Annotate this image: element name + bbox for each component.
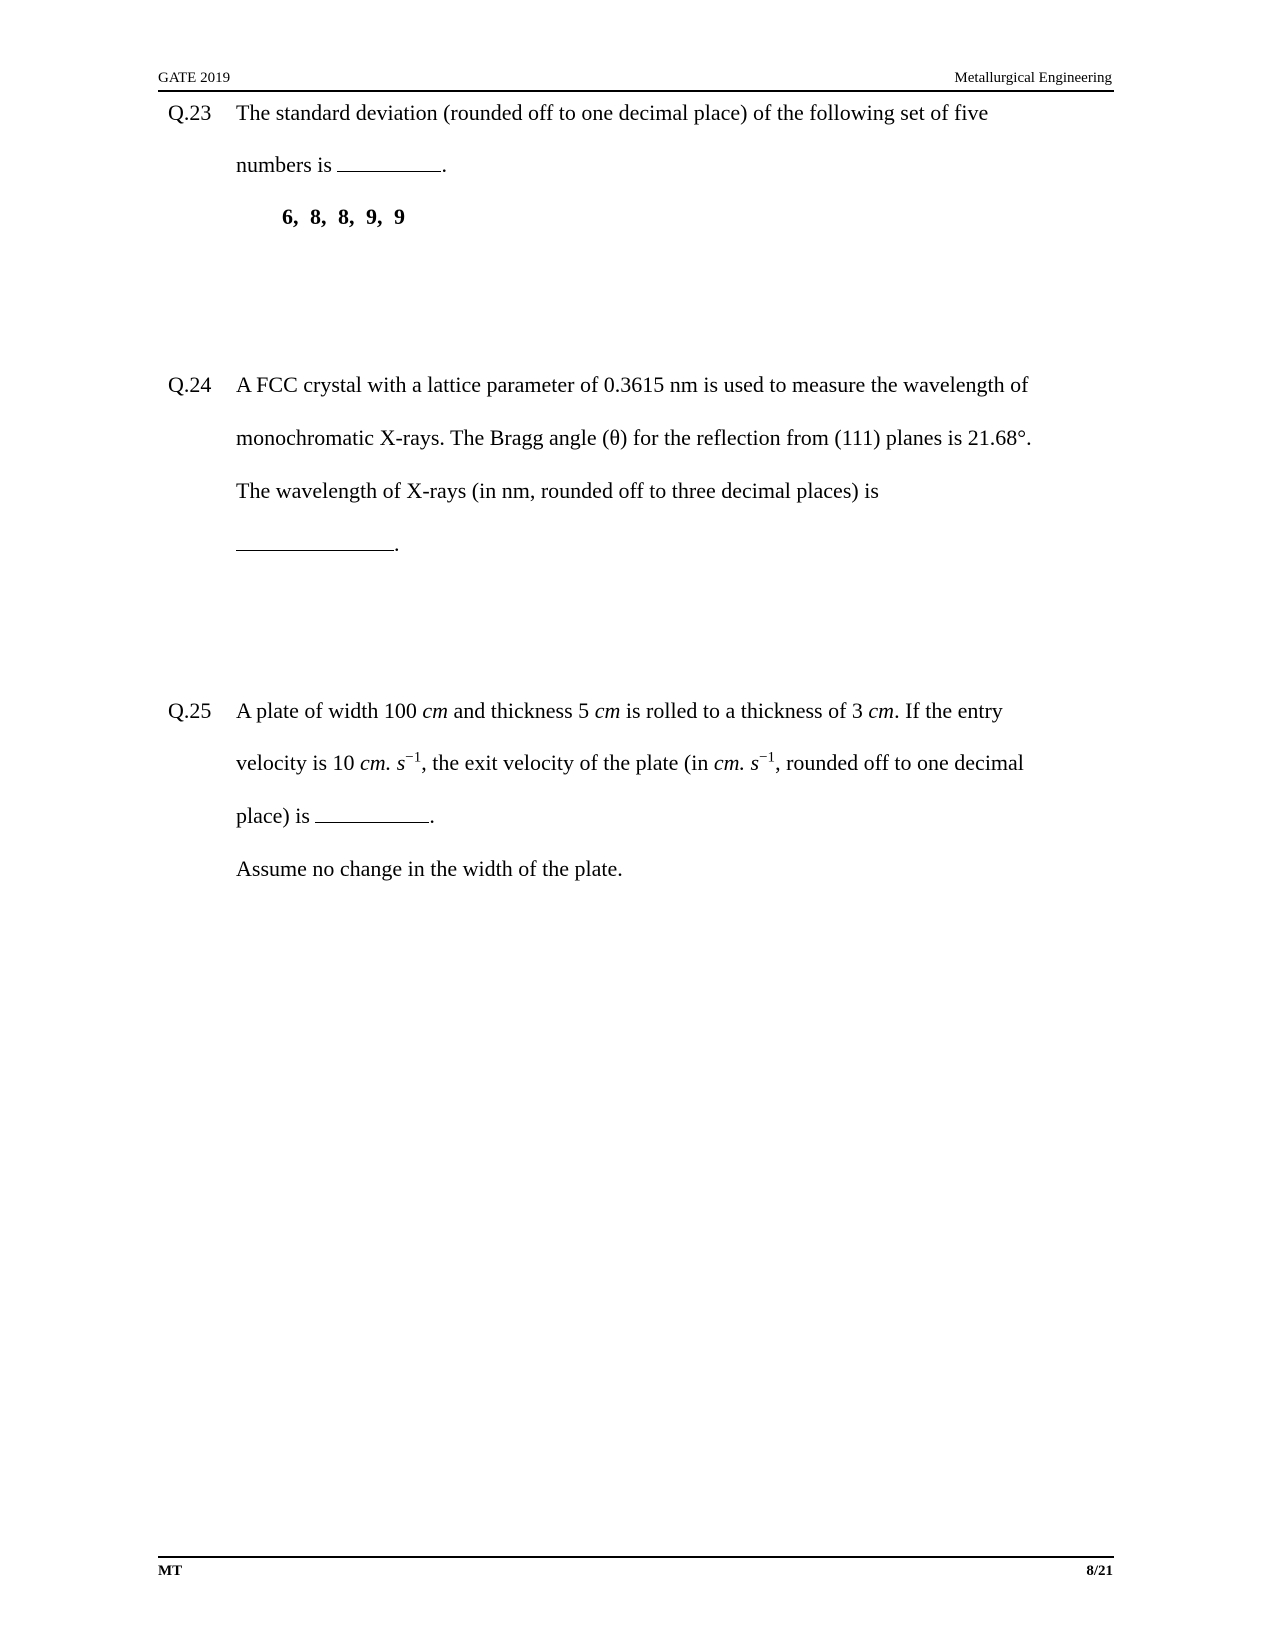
q25-exponent-2: −1 bbox=[759, 749, 776, 766]
page-number: 8/21 bbox=[1086, 1563, 1113, 1579]
q23-line2-text: numbers is bbox=[236, 152, 338, 177]
q25-exponent-1: −1 bbox=[405, 749, 422, 766]
q24-text-line-3: The wavelength of X-rays (in nm, rounded off to three decimal places) is bbox=[236, 478, 879, 503]
q25-l2-text-b: , the exit velocity of the plate (in bbox=[421, 750, 714, 775]
answer-blank-25[interactable] bbox=[315, 804, 429, 823]
q25-period: . bbox=[429, 803, 435, 828]
q25-l2-text-c: , rounded off to one decimal bbox=[775, 750, 1024, 775]
q24-text-line-1: A FCC crystal with a lattice parameter of 0.3615 nm is used to measure the wavelength of bbox=[236, 372, 1029, 397]
paper-code: MT bbox=[158, 1563, 183, 1579]
q23-data-values: 6, 8, 8, 9, 9 bbox=[282, 204, 405, 229]
q25-l1-text-c: is rolled to a thickness of 3 bbox=[620, 698, 869, 723]
question-number-23: Q.23 bbox=[168, 100, 212, 125]
q23-period: . bbox=[441, 152, 447, 177]
q25-text-line-1 bbox=[236, 698, 1003, 724]
q23-text-line-1: The standard deviation (rounded off to one decimal place) of the following set of five bbox=[236, 100, 989, 125]
q24-text-line-2: monochromatic X-rays. The Bragg angle (θ) for the reflection from (111) planes is 21.68°. bbox=[236, 425, 1032, 450]
q25-l1-text-d: . If the entry bbox=[894, 698, 1003, 723]
q25-l1-text-a: A plate of width 100 bbox=[236, 698, 423, 723]
q25-l1-text-b: and thickness 5 bbox=[448, 698, 595, 723]
q25-unit-cm-1: cm bbox=[422, 698, 449, 723]
question-number-25: Q.25 bbox=[168, 698, 212, 723]
question-number-24: Q.24 bbox=[168, 372, 212, 397]
q25-unit-cm-3: cm bbox=[868, 698, 895, 723]
answer-blank-24[interactable] bbox=[236, 532, 394, 551]
page-header bbox=[158, 68, 1114, 92]
q25-text-line-4: Assume no change in the width of the plate. bbox=[236, 856, 623, 881]
q24-text-line-4 bbox=[236, 531, 400, 557]
subject-title: Metallurgical Engineering bbox=[954, 70, 1112, 86]
q25-l2-text-a: velocity is 10 bbox=[236, 750, 361, 775]
q24-period: . bbox=[394, 531, 400, 556]
q25-text-line-2 bbox=[236, 750, 1024, 776]
exam-title: GATE 2019 bbox=[158, 70, 231, 86]
q25-unit-cm-2: cm bbox=[594, 698, 621, 723]
q25-unit-velocity-1: cm. s bbox=[360, 750, 406, 775]
q25-l3-text: place) is bbox=[236, 803, 316, 828]
answer-blank-23[interactable] bbox=[337, 153, 441, 172]
q25-text-line-3 bbox=[236, 803, 435, 829]
footer-divider bbox=[158, 1556, 1114, 1558]
q25-unit-velocity-2: cm. s bbox=[713, 750, 760, 775]
q23-text-line-2 bbox=[236, 152, 447, 178]
